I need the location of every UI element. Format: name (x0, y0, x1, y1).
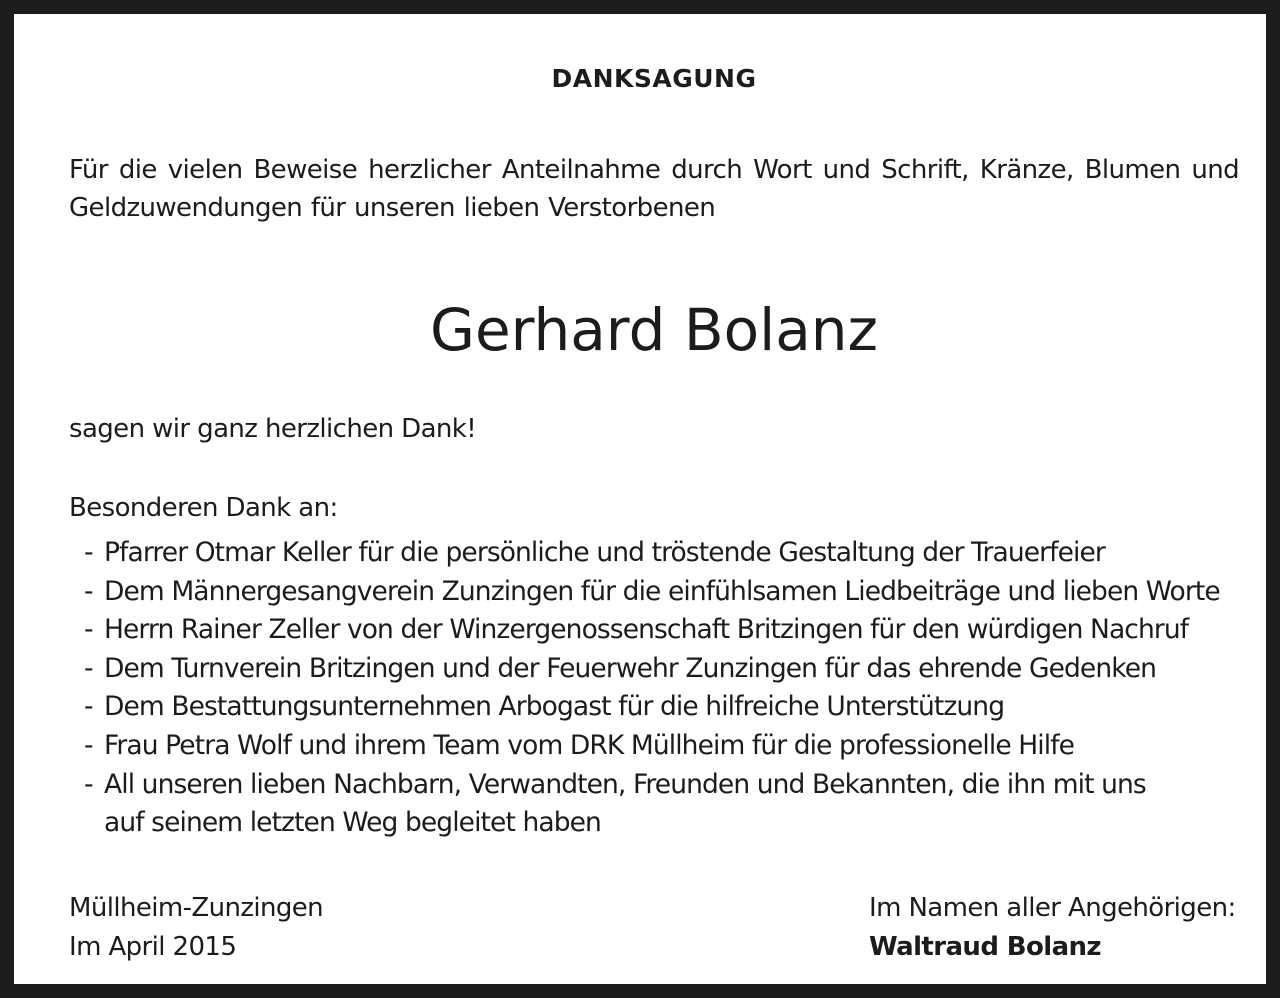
list-item-text: Frau Petra Wolf und ihrem Team vom DRK Müllheim für die professionelle Hilfe (104, 729, 1075, 761)
list-item (84, 573, 1254, 612)
list-bullet: - (84, 614, 93, 646)
signer-name: Waltraud Bolanz (869, 932, 1101, 962)
place: Müllheim-Zunzingen (69, 893, 324, 923)
signature-block (869, 889, 1236, 967)
list-item (84, 650, 1254, 689)
date: Im April 2015 (69, 932, 237, 962)
list-bullet: - (84, 691, 93, 723)
list-item-text: Dem Turnverein Britzingen und der Feuerwehr Zunzingen für das ehrende Gedenken (104, 652, 1157, 684)
special-thanks-title: Besonderen Dank an: (69, 493, 338, 523)
list-item-text: Dem Bestattungsunternehmen Arbogast für die hilfreiche Unterstützung (104, 691, 1005, 723)
list-bullet: - (84, 729, 93, 761)
list-item (84, 727, 1254, 766)
on-behalf-label: Im Namen aller Angehörigen: (869, 893, 1236, 923)
list-item-text: Pfarrer Otmar Keller für die persönliche und tröstende Gestaltung der Trauerfeier (104, 537, 1105, 568)
list-item-text: All unseren lieben Nachbarn, Verwandten, Freunden und Bekannten, die ihn mit uns auf seinem letzten Weg begleitet haben (104, 768, 1146, 839)
list-bullet: - (84, 575, 93, 607)
notice-heading: DANKSAGUNG (551, 64, 757, 93)
special-thanks-list (84, 534, 1254, 843)
list-bullet: - (84, 768, 93, 800)
deceased-name: Gerhard Bolanz (430, 296, 878, 364)
list-item-text: Dem Männergesangverein Zunzingen für die einfühlsamen Liedbeiträge und lieben Worte (104, 575, 1220, 607)
place-and-date (69, 889, 323, 967)
list-item (84, 688, 1254, 727)
list-item (84, 611, 1254, 650)
list-item-text: Herrn Rainer Zeller von der Winzergenossenschaft Britzingen für den würdigen Nachruf (104, 614, 1189, 646)
thanks-text: sagen wir ganz herzlichen Dank! (69, 414, 477, 444)
intro-text: Für die vielen Beweise herzlicher Anteilnahme durch Wort und Schrift, Kränze, Blumen und Geldzuwendungen für unseren lieben Verstorbenen (69, 155, 1239, 223)
list-bullet: - (84, 652, 93, 684)
list-item (84, 766, 1254, 843)
list-item (84, 534, 1254, 573)
list-bullet: - (84, 537, 93, 568)
